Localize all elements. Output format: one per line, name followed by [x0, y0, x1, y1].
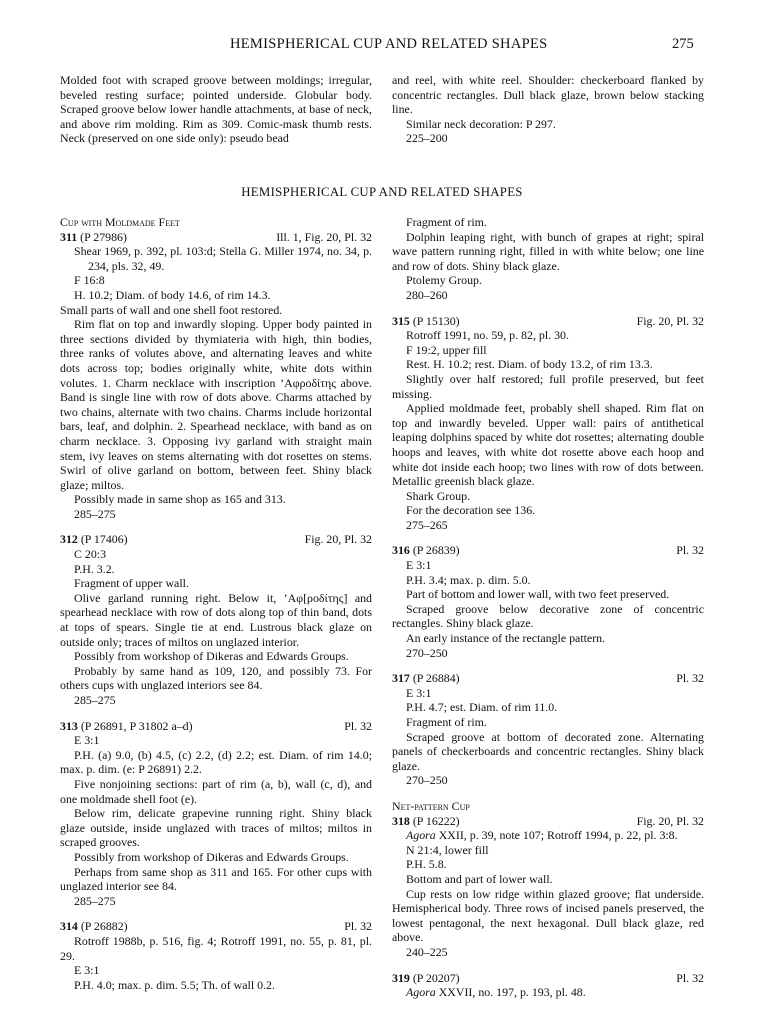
date-range: 270–250 [406, 773, 448, 788]
right-column [392, 215, 704, 1000]
dimensions: P.H. 3.2. [74, 561, 115, 576]
date-range: 285–275 [74, 693, 116, 707]
catalog-entry-314-continued [392, 215, 704, 303]
entry-heading [392, 971, 704, 986]
context: F 16:8 [74, 273, 105, 288]
inventory-number: (P 15130) [412, 313, 460, 328]
illustration-ref: Pl. 32 [344, 919, 372, 934]
note: Possibly made in same shop as 165 and 313. [74, 492, 286, 507]
entry-heading [392, 671, 704, 686]
dimensions: Rest. H. 10.2; rest. Diam. of body 13.2, of rim 13.3. [406, 357, 653, 372]
catalog-entry-318 [392, 814, 704, 960]
top-right-column [392, 73, 704, 146]
condition: Five nonjoining sections: part of rim (a, b), wall (c, d), and one moldmade shell foot (e). [60, 776, 372, 806]
condition: Fragment of rim. [406, 215, 487, 229]
description: Rim flat on top and inwardly sloping. Upper body painted in three sections divided by thymiateria with high, thin bodies, three ranks of volutes above, and alternating leaves and white dots across top; bodies originally white, white dots within volutes. 1. Charm necklace with inscription ’Αφροδίτης above. Band is single line with row of dots above. Charms attached by two chains, alternate with two chains. Charms include horizontal bars, leaf, and dolphin. 2. Spearhead necklace, with band as on charm necklace. 3. Opposing ivy garland with straight main stem, ivy leaves on stems alternating with dot rosettes on stems. Swirl of olive garland on bottom, between feet. Shiny black glaze; miltos. [60, 317, 372, 492]
dimensions: P.H. 5.8. [406, 857, 447, 872]
dimensions: P.H. (a) 9.0, (b) 4.5, (c) 2.2, (d) 2.2; est. Diam. of rim 14.0; max. p. dim. (e: P 26891) 2.2. [60, 747, 372, 777]
note: An early instance of the rectangle pattern. [406, 631, 606, 646]
entry-heading [60, 919, 372, 934]
description: Cup rests on low ridge within glazed groove; flat underside. Hemispherical body. Three rows of incised panels preserved, the lowest pentagonal, the next hexagonal. Dull black glaze, red above. [392, 886, 704, 945]
entry-number: 311 [60, 229, 78, 244]
entry-number: 319 [392, 970, 410, 985]
date-range: 240–225 [406, 944, 448, 959]
note: Possibly from workshop of Dikeras and Edwards Groups. [74, 649, 349, 664]
entry-number: 315 [392, 313, 410, 328]
illustration-ref: Pl. 32 [344, 718, 372, 733]
dimensions: P.H. 4.0; max. p. dim. 5.5; Th. of wall 0.2. [74, 977, 275, 992]
note: Perhaps from same shop as 311 and 165. For other cups with unglazed interior see 84. [60, 864, 372, 894]
bibliography-series: Agora [406, 985, 436, 1000]
context: F 19:2, upper fill [406, 342, 487, 357]
catalog-entry-313 [60, 719, 372, 909]
condition: Bottom and part of lower wall. [406, 871, 553, 886]
page-number: 275 [672, 36, 694, 52]
date-range: 280–260 [406, 287, 448, 302]
context: E 3:1 [406, 558, 432, 573]
illustration-ref: Pl. 32 [676, 671, 704, 686]
catalog-entry-311 [60, 230, 372, 522]
bibliography: Rotroff 1991, no. 59, p. 82, pl. 30. [406, 328, 569, 343]
dimensions: P.H. 3.4; max. p. dim. 5.0. [406, 572, 531, 587]
description: Dolphin leaping right, with bunch of grapes at right; spiral wave pattern running right, filled in with white below; one line and row of dots. Shiny black glaze. [392, 229, 704, 273]
date-range: 270–250 [406, 645, 448, 660]
illustration-ref: Pl. 32 [676, 543, 704, 558]
entry-heading [60, 719, 372, 734]
date-range: 275–265 [406, 517, 448, 532]
inventory-number: (P 26891, P 31802 a–d) [80, 718, 193, 733]
note: Probably by same hand as 109, 120, and possibly 73. For others cups with unglazed interiors see 84. [60, 663, 372, 693]
date-range: 285–275 [74, 893, 116, 908]
catalog-entry-317 [392, 671, 704, 788]
bibliography: Rotroff 1988b, p. 516, fig. 4; Rotroff 1991, no. 55, p. 81, pl. 29. [60, 933, 372, 963]
illustration-ref: Pl. 32 [676, 970, 704, 985]
group: Shark Group. [406, 488, 471, 503]
condition: Part of bottom and lower wall, with two feet preserved. [406, 587, 670, 602]
condition: Fragment of upper wall. [74, 576, 189, 591]
date-range: 285–275 [74, 506, 116, 521]
inventory-number: (P 27986) [80, 229, 127, 244]
context: C 20:3 [74, 547, 107, 562]
entry-number: 312 [60, 532, 78, 547]
description: Scraped groove at bottom of decorated zone. Alternating panels of checkerboards and concentric rectangles. Shiny black glaze. [392, 729, 704, 773]
inventory-number: (P 16222) [412, 813, 460, 828]
paragraph: and reel, with white reel. Shoulder: checkerboard flanked by concentric rectangles. Dull black glaze, brown below stacking line. [392, 73, 704, 117]
entry-heading [392, 543, 704, 558]
entry-heading [60, 532, 372, 547]
context: E 3:1 [74, 733, 100, 748]
dimensions: H. 10.2; Diam. of body 14.6, of rim 14.3. [74, 287, 271, 302]
condition: Fragment of rim. [406, 715, 487, 729]
note: Similar neck decoration: P 297. [406, 116, 556, 131]
description: Below rim, delicate grapevine running right. Shiny black glaze outside, inside unglazed with traces of miltos; miltos in scraped grooves. [60, 806, 372, 850]
entry-number: 318 [392, 813, 410, 828]
illustration-ref: Fig. 20, Pl. 32 [636, 813, 704, 828]
condition: Slightly over half restored; full profile preserved, but feet missing. [392, 371, 704, 401]
entry-number: 317 [392, 671, 410, 686]
context: E 3:1 [74, 963, 100, 978]
bibliography-series: Agora [406, 828, 436, 843]
section-heading: HEMISPHERICAL CUP AND RELATED SHAPES [241, 185, 523, 199]
inventory-number: (P 26839) [412, 543, 460, 558]
inventory-number: (P 26884) [412, 671, 460, 686]
entry-heading [392, 314, 704, 329]
bibliography [392, 985, 704, 1000]
bibliography: Shear 1969, p. 392, pl. 103:d; Stella G. Miller 1974, no. 34, p. 234, pls. 32, 49. [74, 244, 372, 273]
running-head [0, 36, 764, 58]
catalog-entry-315 [392, 314, 704, 533]
illustration-ref: Fig. 20, Pl. 32 [304, 532, 372, 547]
note: For the decoration see 136. [406, 503, 536, 518]
bibliography-text: XXVII, no. 197, p. 193, pl. 48. [435, 985, 586, 1000]
entry-heading [60, 230, 372, 245]
dimensions: P.H. 4.7; est. Diam. of rim 11.0. [406, 700, 558, 715]
left-column [60, 215, 372, 992]
top-left-column [60, 73, 372, 146]
catalog-entry-314 [60, 919, 372, 992]
catalog-entry-312 [60, 532, 372, 707]
entry-number: 314 [60, 919, 78, 934]
entry-heading [392, 814, 704, 829]
description: Olive garland running right. Below it, ’Αφ[ροδίτης] and spearhead necklace with row of dots along top of thin band, dots at tops of spears. Single tie at end. Lustrous black glaze on outside only; traces of miltos on unglazed interior. [60, 590, 372, 649]
bibliography [392, 828, 704, 843]
date-range: 225–200 [406, 131, 448, 146]
illustration-ref: Ill. 1, Fig. 20, Pl. 32 [276, 229, 372, 244]
inventory-number: (P 26882) [80, 919, 128, 934]
context: N 21:4, lower fill [406, 842, 489, 857]
description: Scraped groove below decorative zone of concentric rectangles. Shiny black glaze. [392, 601, 704, 631]
catalog-entry-319 [392, 971, 704, 1000]
entry-number: 313 [60, 718, 78, 733]
context: E 3:1 [406, 685, 432, 700]
inventory-number: (P 17406) [80, 532, 128, 547]
subsection-heading: Cup with Moldmade Feet [60, 215, 180, 229]
inventory-number: (P 20207) [412, 970, 460, 985]
group: Ptolemy Group. [406, 273, 482, 288]
subsection-heading: Net-pattern Cup [392, 798, 470, 813]
running-head-title: HEMISPHERICAL CUP AND RELATED SHAPES [230, 36, 548, 52]
catalog-entry-316 [392, 543, 704, 660]
note: Possibly from workshop of Dikeras and Edwards Groups. [74, 849, 349, 864]
entry-number: 316 [392, 543, 410, 558]
condition: Small parts of wall and one shell foot restored. [60, 302, 283, 317]
illustration-ref: Fig. 20, Pl. 32 [636, 313, 704, 328]
description: Applied moldmade feet, probably shell shaped. Rim flat on top and inwardly beveled. Upper wall: pairs of antithetical leaping dolphins spaced by white dot rosettes; alternating double hoops and leaves, with white dot rosette above each hoop and white dot inside each hoop; two lines with row of dots between. Metallic greenish black glaze. [392, 401, 704, 489]
bibliography-text: XXII, p. 39, note 107; Rotroff 1994, p. 22, pl. 3:8. [435, 828, 678, 843]
paragraph: Molded foot with scraped groove between moldings; irregular, beveled resting surface; pointed underside. Globular body. Scraped groove below lower handle attachments, at base of neck, and above rim molding. Rim as 309. Comic-mask thumb rests. Neck (preserved on one side only): pseudo bead [60, 73, 372, 146]
